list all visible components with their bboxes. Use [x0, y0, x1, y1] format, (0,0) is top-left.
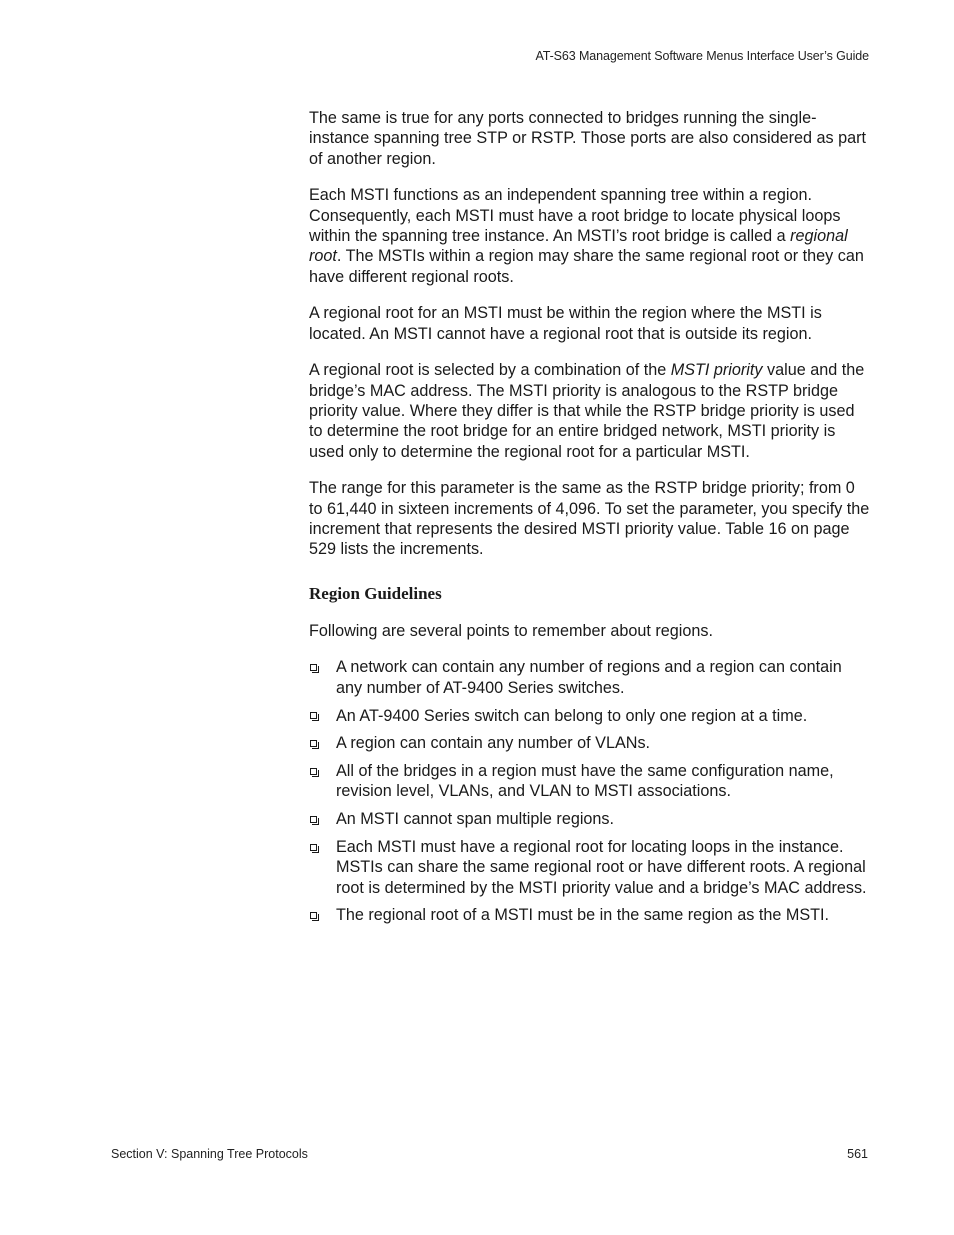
guideline-list [309, 657, 871, 925]
text-segment: A regional root is selected by a combination of the [309, 361, 671, 380]
section-heading: Region Guidelines [309, 583, 442, 603]
checkbox-bullet-icon [310, 816, 317, 823]
list-item-text: All of the bridges in a region must have the same configuration name, revision level, VLANs, and VLAN to MSTI associations. [336, 762, 834, 801]
checkbox-bullet-icon [310, 740, 317, 747]
list-item [309, 706, 871, 726]
body-paragraph [309, 108, 871, 169]
list-item [309, 733, 871, 753]
body-paragraph [309, 478, 871, 559]
checkbox-bullet-icon [310, 664, 317, 671]
running-header: AT-S63 Management Software Menus Interface User’s Guide [535, 49, 869, 63]
body-paragraphs [309, 108, 871, 560]
list-item-text: An AT-9400 Series switch can belong to only one region at a time. [336, 706, 808, 725]
page-body [309, 108, 871, 933]
list-item-text: The regional root of a MSTI must be in the same region as the MSTI. [336, 906, 830, 925]
checkbox-bullet-icon [310, 768, 317, 775]
page-number: 561 [847, 1147, 868, 1161]
list-item-text: An MSTI cannot span multiple regions. [336, 810, 615, 829]
italic-term: MSTI priority [670, 361, 763, 380]
body-paragraph [309, 360, 871, 461]
list-item [309, 657, 871, 698]
italic-term: regional root [309, 226, 848, 266]
list-item [309, 761, 871, 802]
list-item [309, 905, 871, 925]
list-item [309, 809, 871, 829]
list-item [309, 837, 871, 898]
text-segment: The range for this parameter is the same as the RSTP bridge priority; from 0 to 61,440 in sixteen increments of 4,096. To set the parameter, you specify the increment that represents the desired MSTI priority value. Table 16 on page 529 lists the increments. [309, 479, 870, 559]
body-paragraph [309, 303, 871, 344]
text-segment: Each MSTI functions as an independent spanning tree within a region. Consequently, each MSTI must have a root bridge to locate physical loops within the spanning tree instance. An MSTI’s root bridge is called a [309, 186, 841, 245]
footer-section: Section V: Spanning Tree Protocols [111, 1147, 308, 1161]
checkbox-bullet-icon [310, 912, 317, 919]
checkbox-bullet-icon [310, 844, 317, 851]
list-item-text: Each MSTI must have a regional root for locating loops in the instance. MSTIs can share the same regional root or have different roots. A regional root is determined by the MSTI priority value and a bridge’s MAC address. [336, 838, 867, 897]
text-segment: . The MSTIs within a region may share the same regional root or they can have different regional roots. [309, 247, 864, 286]
body-paragraph [309, 185, 871, 286]
list-item-text: A region can contain any number of VLANs. [336, 734, 651, 753]
section-intro: Following are several points to remember about regions. [309, 621, 713, 640]
text-segment: A regional root for an MSTI must be within the region where the MSTI is located. An MSTI cannot have a regional root that is outside its region. [309, 304, 822, 343]
list-item-text: A network can contain any number of regions and a region can contain any number of AT-9400 Series switches. [336, 658, 842, 697]
text-segment: value and the bridge’s MAC address. The MSTI priority is analogous to the RSTP bridge priority value. Where they differ is that while the RSTP bridge priority is used to determine the root bridge for an entire bridged network, MSTI priority is used only to determine the regional root for a particular MSTI. [309, 361, 865, 461]
text-segment: The same is true for any ports connected to bridges running the single-instance spanning tree STP or RSTP. Those ports are also considered as part of another region. [309, 109, 866, 168]
checkbox-bullet-icon [310, 712, 317, 719]
